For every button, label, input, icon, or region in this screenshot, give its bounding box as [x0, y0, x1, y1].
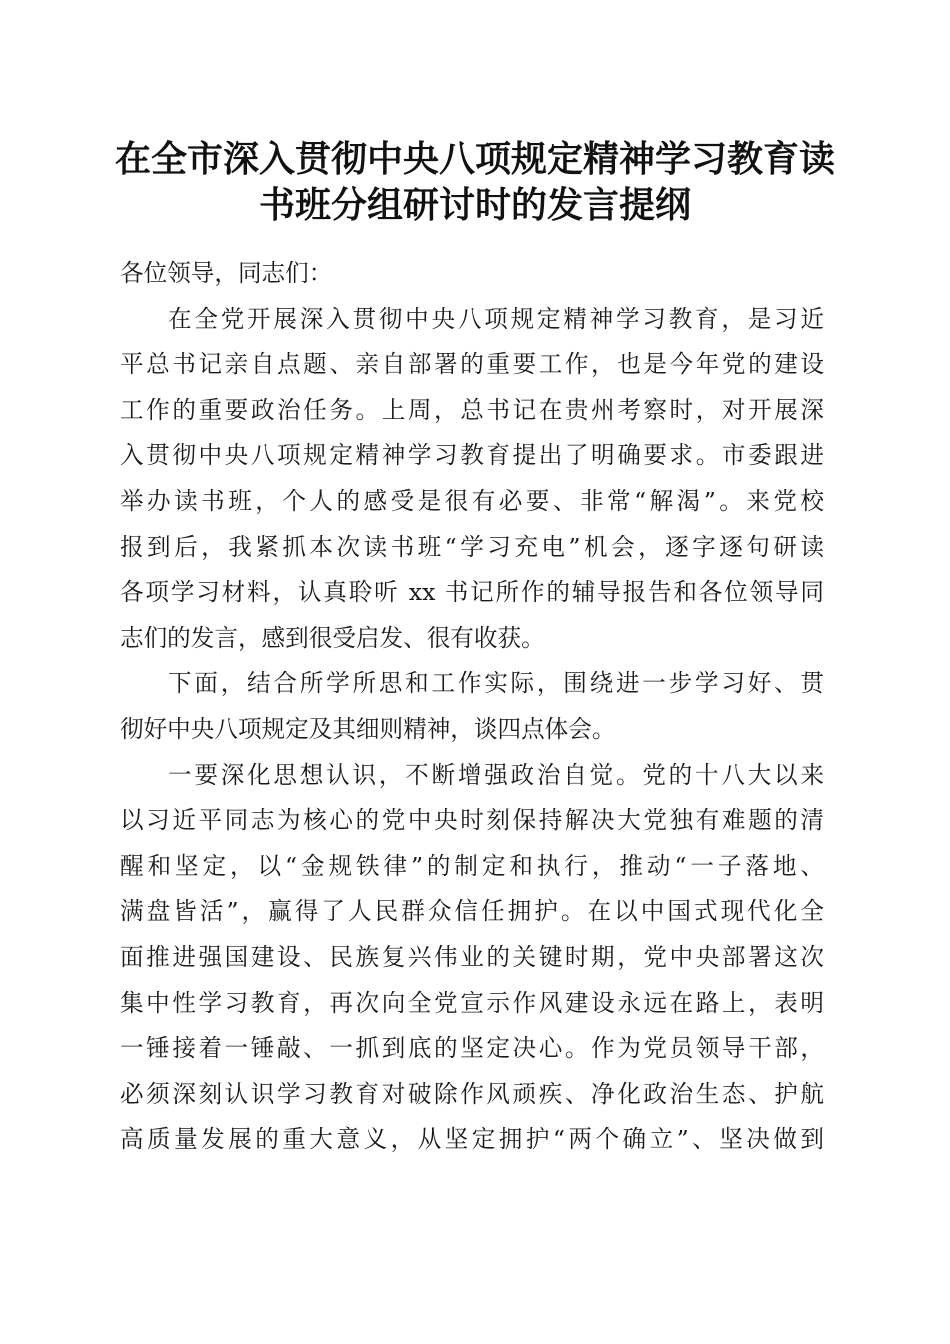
- paragraph-line: 一锤接着一锤敲、一抓到底的坚定决心。作为党员领导干部，: [120, 1034, 824, 1063]
- paragraph-line: 面推进强国建设、民族复兴伟业的关键时期，党中央部署这次: [120, 942, 824, 971]
- document-title: [100, 136, 850, 228]
- salutation: 各位领导，同志们：: [120, 259, 333, 287]
- document-body: [120, 251, 824, 1163]
- paragraph-line: 高质量发展的重大意义，从坚定拥护“两个确立”、坚决做到: [120, 1125, 824, 1154]
- paragraph-line: 集中性学习教育，再次向全党宣示作风建设永远在路上，表明: [120, 988, 824, 1017]
- paragraph-line: 醒和坚定，以“金规铁律”的制定和执行，推动“一子落地、: [120, 851, 824, 880]
- title-line: 在全市深入贯彻中央八项规定精神学习教育读: [114, 138, 835, 180]
- paragraph-line: 志们的发言，感到很受启发、很有收获。: [120, 623, 545, 652]
- paragraph-line: 下面，结合所学所思和工作实际，围绕进一步学习好、贯: [168, 669, 824, 698]
- paragraph-line: 必须深刻认识学习教育对破除作风顽疾、净化政治生态、护航: [120, 1079, 824, 1108]
- title-line: 书班分组研讨时的发言提纲: [258, 184, 691, 226]
- paragraph-line: 举办读书班，个人的感受是很有必要、非常“解渴”。来党校: [120, 486, 824, 515]
- paragraph-line: 报到后，我紧抓本次读书班“学习充电”机会，逐字逐句研读: [120, 532, 824, 561]
- paragraph-line: 一要深化思想认识，不断增强政治自觉。党的十八大以来: [168, 760, 824, 789]
- paragraph-line: 满盘皆活”，赢得了人民群众信任拥护。在以中国式现代化全: [120, 897, 824, 926]
- paragraph-line: 平总书记亲自点题、亲自部署的重要工作，也是今年党的建设: [120, 350, 824, 379]
- paragraph-line: 在全党开展深入贯彻中央八项规定精神学习教育，是习近: [168, 304, 824, 333]
- paragraph-line: 彻好中央八项规定及其细则精神，谈四点体会。: [120, 714, 616, 743]
- paragraph-line: 入贯彻中央八项规定精神学习教育提出了明确要求。市委跟进: [120, 441, 824, 470]
- paragraph-line: 工作的重要政治任务。上周，总书记在贵州考察时，对开展深: [120, 395, 824, 424]
- paragraph-line: 各项学习材料，认真聆听 xx 书记所作的辅导报告和各位领导同: [120, 578, 824, 607]
- paragraph-line: 以习近平同志为核心的党中央时刻保持解决大党独有难题的清: [120, 806, 824, 835]
